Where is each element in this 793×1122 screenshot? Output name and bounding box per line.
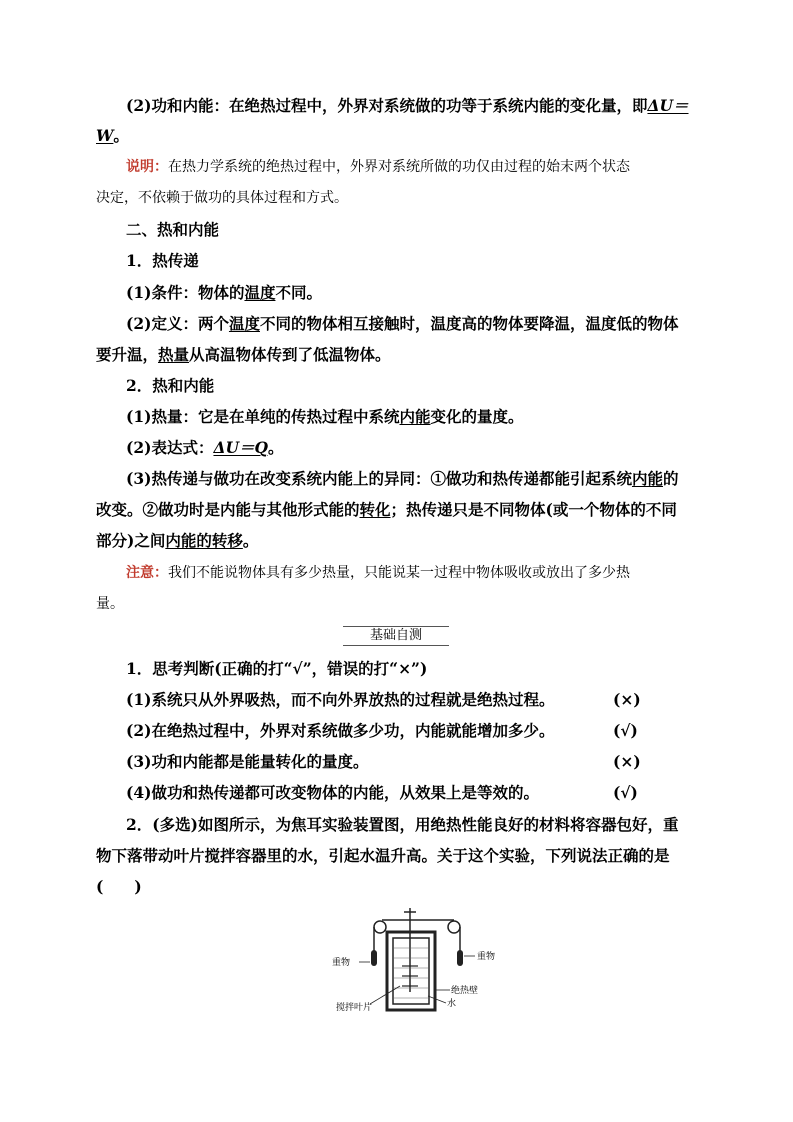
question-2-line-2: 物下落带动叶片搅拌容器里的水，引起水温升高。关于这个实验，下列说法正确的是 [96,846,670,865]
subsection-heat-transfer: 1．热传递 [126,251,199,270]
note-attention: 注意：我们不能说物体具有多少热量，只能说某一过程中物体吸收或放出了多少热 [126,565,630,581]
judge-answer-2: (√) [613,721,638,740]
judge-item-4: (4)做功和热传递都可改变物体的内能，从效果上是等效的。 [126,783,539,802]
question-1-title: 1．思考判断(正确的打“√”，错误的打“×”) [126,659,428,678]
question-2-blank: ( ) [96,877,142,896]
note-explanation: 说明：在热力学系统的绝热过程中，外界对系统所做的功仅由过程的始末两个状态 [126,159,630,175]
difference-line-3: 部分)之间内能的转移。 [96,531,259,550]
joule-apparatus-figure [330,900,500,1015]
difference-line: (3)热传递与做功在改变系统内能上的异同：①做功和热传递都能引起系统内能的 [126,469,679,488]
left-pulley [374,921,386,933]
heat-quantity-line: (1)热量：它是在单纯的传热过程中系统内能变化的量度。 [126,407,524,426]
note-attention-cont: 量。 [96,596,124,612]
judge-item-3: (3)功和内能都是能量转化的量度。 [126,752,369,771]
left-weight [371,950,377,966]
right-weight [457,950,463,966]
formula-delta-u: ΔU＝ [647,96,689,115]
judge-item-2: (2)在绝热过程中，外界对系统做多少功，内能就能增加多少。 [126,721,555,740]
judge-answer-3: (×) [613,752,641,771]
label-weight-right: 重物 [477,952,496,962]
question-2-line-1: 2．(多选)如图所示，为焦耳实验装置图，用绝热性能良好的材料将容器包好，重 [126,815,679,834]
definition-line: (2)定义：两个温度不同的物体相互接触时，温度高的物体要降温，温度低的物体 [126,314,679,333]
label-weight-left: 重物 [332,958,351,968]
difference-line-2: 改变。②做功时是内能与其他形式能的转化；热传递只是不同物体(或一个物体的不同 [96,500,677,519]
paragraph-work-and-internal-energy: (2)功和内能：在绝热过程中，外界对系统做的功等于系统内能的变化量，即ΔU＝ [126,96,689,115]
subsection-heat-internal: 2．热和内能 [126,376,215,395]
condition-line: (1)条件：物体的温度不同。 [126,283,322,302]
paragraph-work-cont: W。 [96,126,129,145]
expression-line: (2)表达式：ΔU＝Q。 [126,438,284,457]
formula-heat: ΔU＝Q [213,438,268,457]
water [394,948,428,998]
note-explanation-cont: 决定，不依赖于做功的具体过程和方式。 [96,190,348,206]
label-insulated-wall: 绝热壁 [451,986,479,996]
judge-item-1: (1)系统只从外界吸热，而不向外界放热的过程就是绝热过程。 [126,690,555,709]
judge-answer-4: (√) [613,783,638,802]
section-heading: 二、热和内能 [126,220,220,239]
judge-answer-1: (×) [613,690,641,709]
definition-line-cont: 要升温，热量从高温物体传到了低温物体。 [96,345,391,364]
section-banner: 基础自测 [343,626,449,646]
label-blade: 搅拌叶片 [336,1003,373,1013]
label-water: 水 [447,999,457,1009]
right-pulley [448,921,460,933]
